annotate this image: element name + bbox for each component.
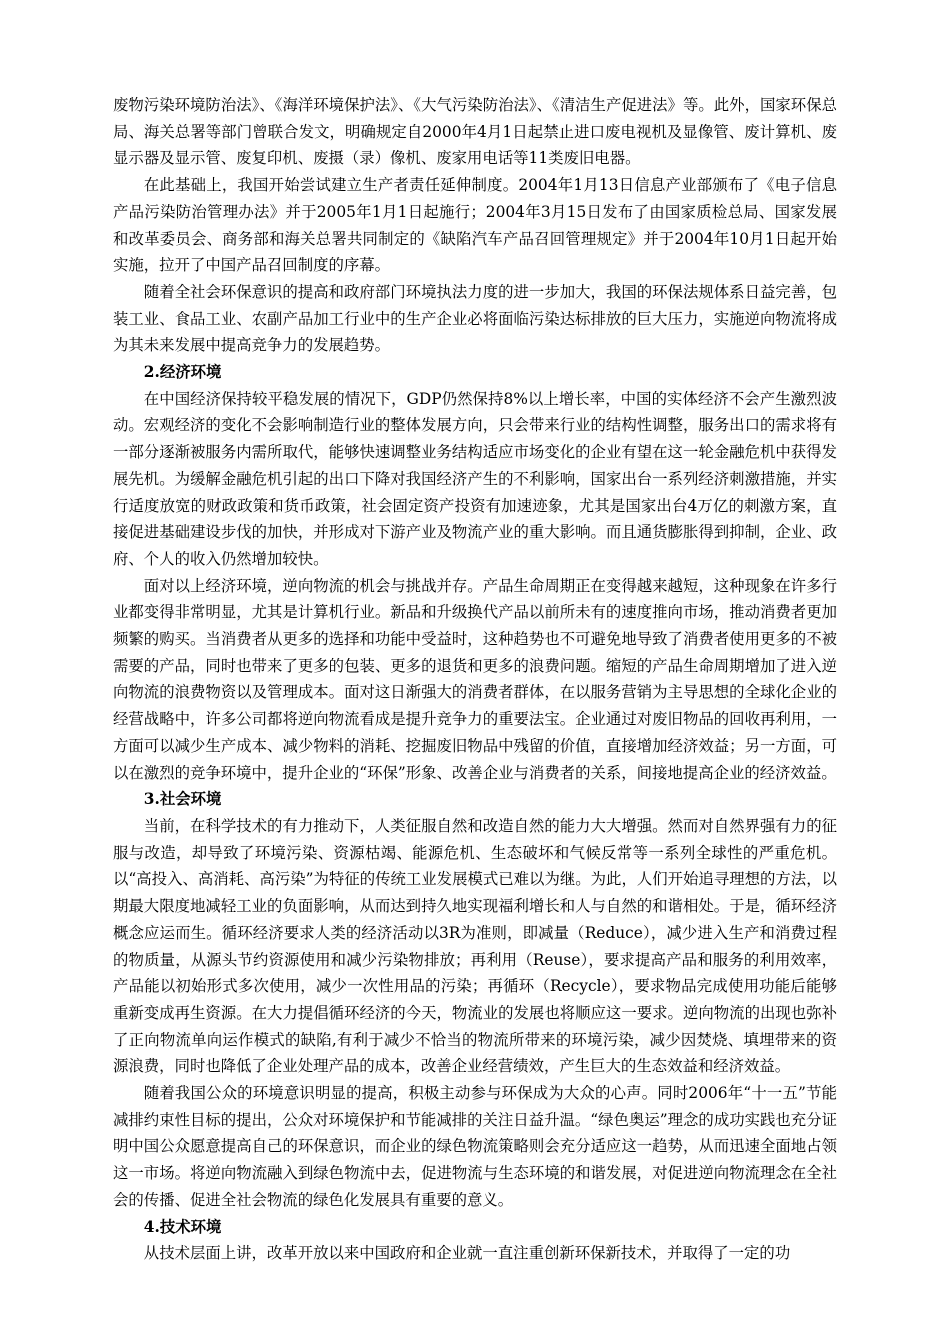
document-page [113, 92, 837, 1267]
section-heading-social-environment: 3.社会环境 [143, 790, 222, 809]
paragraph-economic-growth: 在中国经济保持较平稳发展的情况下，GDP仍然保持8%以上增长率，中国的实体经济不会产生激烈波动。宏观经济的变化不会影响制造行业的整体发展方向，只会带来行业的结构性调整，服务出口的需求将有一部分逐渐被服务内需所取代，能够快速调整业务结构适应市场变化的企业有望在这一轮金融危机中获得发展先机。为缓解金融危机引起的出口下降对我国经济产生的不利影响，国家出台一系列经济刺激措施，并实行适度放宽的财政政策和货币政策，社会固定资产投资有加速迹象，尤其是国家出台4万亿的刺激方案，直接促进基础建设步伐的加快，并形成对下游产业及物流产业的重大影响。而且通货膨胀得到抑制，企业、政府、个人的收入仍然增加较快。 [113, 389, 837, 568]
section-heading-technology-environment: 4.技术环境 [143, 1217, 222, 1236]
paragraph-reverse-logistics-opportunity: 面对以上经济环境，逆向物流的机会与挑战并存。产品生命周期正在变得越来越短，这种现象在许多行业都变得非常明显，尤其是计算机行业。新品和升级换代产品以前所未有的速度推向市场，推动消费者更加频繁的购买。当消费者从更多的选择和功能中受益时，这种趋势也不可避免地导致了消费者使用更多的不被需要的产品，同时也带来了更多的包装、更多的退货和更多的浪费问题。缩短的产品生命周期增加了进入逆向物流的浪费物资以及管理成本。面对这日渐强大的消费者群体，在以服务营销为主导思想的全球化企业的经营战略中，许多公司都将逆向物流看成是提升竞争力的重要法宝。企业通过对废旧物品的回收再利用，一方面可以减少生产成本、减少物料的消耗、挖掘废旧物品中残留的价值，直接增加经济效益；另一方面，可以在激烈的竞争环境中，提升企业的“环保”形象、改善企业与消费者的关系，间接地提高企业的经济效益。 [113, 576, 837, 782]
section-heading-economic-environment: 2.经济环境 [143, 363, 222, 382]
paragraph-technology: 从技术层面上讲，改革开放以来中国政府和企业就一直注重创新环保新技术，并取得了一定的功 [143, 1244, 791, 1263]
paragraph-circular-economy: 当前，在科学技术的有力推动下，人类征服自然和改造自然的能力大大增强。然而对自然界强有力的征服与改造，却导致了环境污染、资源枯竭、能源危机、生态破坏和气候反常等一系列全球性的严重危机。以“高投入、高消耗、高污染”为特征的传统工业发展模式已难以为继。为此，人们开始追寻理想的方法，以期最大限度地减轻工业的负面影响，从而达到持久地实现福利增长和人与自然的和谐相处。于是，循环经济概念应运而生。循环经济要求人类的经济活动以3R为准则，即减量（Reduce），减少进入生产和消费过程的物质量，从源头节约资源使用和减少污染物排放；再利用（Reuse），要求提高产品和服务的利用效率，产品能以初始形式多次使用，减少一次性用品的污染；再循环（Recycle），要求物品完成使用功能后能够重新变成再生资源。在大力提倡循环经济的今天，物流业的发展也将顺应这一要求。逆向物流的出现也弥补了正向物流单向运作模式的缺陷,有利于减少不恰当的物流所带来的环境污染，减少因焚烧、填埋带来的资源浪费，同时也降低了企业处理产品的成本，改善企业经营绩效，产生巨大的生态效益和经济效益。 [113, 816, 837, 1076]
paragraph-regulations-continued: 废物污染环境防治法》、《海洋环境保护法》、《大气污染防治法》、《清洁生产促进法》等。此外，国家环保总局、海关总署等部门曾联合发文，明确规定自2000年4月1日起禁止进口废电视机及显像管、废计算机、废显示器及显示管、废复印机、废摄（录）像机、废家用电话等11类废旧电器。 [113, 96, 837, 168]
paragraph-environmental-awareness: 随着全社会环保意识的提高和政府部门环境执法力度的进一步加大，我国的环保法规体系日益完善，包装工业、食品工业、农副产品加工行业中的生产企业必将面临污染达标排放的巨大压力，实施逆向物流将成为其未来发展中提高竞争力的发展趋势。 [113, 282, 837, 355]
paragraph-producer-responsibility: 在此基础上，我国开始尝试建立生产者责任延伸制度。2004年1月13日信息产业部颁布了《电子信息产品污染防治管理办法》并于2005年1月1日起施行；2004年3月15日发布了由国家质检总局、国家发展和改革委员会、商务部和海关总署共同制定的《缺陷汽车产品召回管理规定》并于2004年10月1日起开始实施，拉开了中国产品召回制度的序幕。 [113, 176, 837, 275]
paragraph-green-logistics: 随着我国公众的环境意识明显的提高，积极主动参与环保成为大众的心声。同时2006年“十一五”节能减排约束性目标的提出，公众对环境保护和节能减排的关注日益升温。“绿色奥运”理念的成功实践也充分证明中国公众愿意提高自己的环保意识，而企业的绿色物流策略则会充分适应这一趋势，从而迅速全面地占领这一市场。将逆向物流融入到绿色物流中去，促进物流与生态环境的和谐发展，对促进逆向物流理念在全社会的传播、促进全社会物流的绿色化发展具有重要的意义。 [113, 1084, 837, 1209]
